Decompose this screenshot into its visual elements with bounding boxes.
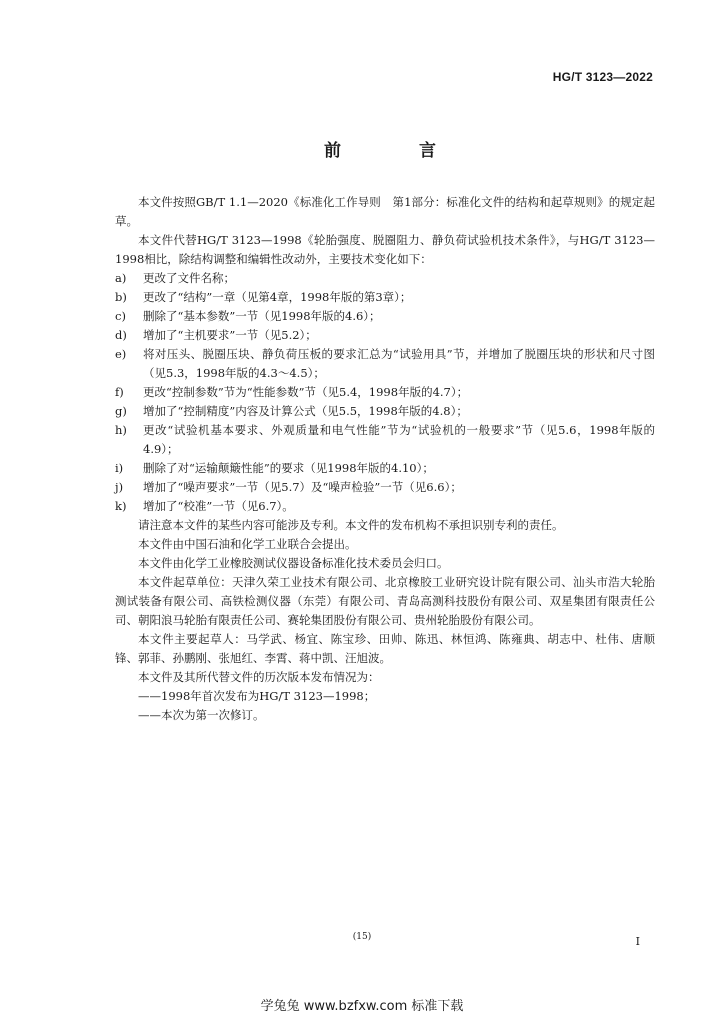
list-item-label: k) bbox=[115, 499, 127, 513]
roman-page-numeral: I bbox=[635, 935, 640, 948]
list-item bbox=[115, 478, 655, 497]
list-item bbox=[115, 459, 655, 478]
list-item bbox=[115, 269, 655, 288]
footer-watermark: 学兔兔 www.bzfxw.com 标准下载 bbox=[260, 999, 464, 1014]
list-item-text: 更改“控制参数”节为“性能参数”节（见5.4，1998年版的4.7）； bbox=[143, 385, 469, 399]
standard-code: HG/T 3123—2022 bbox=[552, 70, 653, 84]
intro-paragraph: 本文件按照GB/T 1.1—2020《标准化工作导则 第1部分：标准化文件的结构和起草规则》的规定起草。 bbox=[115, 195, 655, 228]
list-item-label: b) bbox=[115, 290, 127, 304]
list-item-text: 增加了“校准”一节（见6.7）。 bbox=[143, 499, 294, 513]
list-item bbox=[115, 288, 655, 307]
proposer-statement: 本文件由中国石油和化学工业联合会提出。 bbox=[138, 537, 357, 551]
list-item-text: 删除了“基本参数”一节（见1998年版的4.6）； bbox=[143, 309, 381, 323]
history-item: ——1998年首次发布为HG/T 3123—1998； bbox=[138, 689, 376, 703]
committee-statement: 本文件由化学工业橡胶测试仪器设备标准化技术委员会归口。 bbox=[138, 556, 449, 570]
list-item-label: e) bbox=[115, 347, 127, 361]
list-item-text: 更改了“结构”一章（见第4章，1998年版的第3章）； bbox=[143, 290, 412, 304]
list-item-text: 增加了“控制精度”内容及计算公式（见5.5，1998年版的4.8）； bbox=[143, 404, 468, 418]
list-item bbox=[115, 326, 655, 345]
list-item-text: 更改“试验机基本要求、外观质量和电气性能”节为“试验机的一般要求”节（见5.6，1998年版的4.9）； bbox=[143, 423, 655, 456]
list-item-label: j) bbox=[115, 480, 124, 494]
list-item bbox=[115, 307, 655, 326]
list-item-text: 更改了文件名称； bbox=[143, 271, 235, 285]
list-item-text: 将对压头、脱圈压块、静负荷压板的要求汇总为“试验用具”节，并增加了脱圈压块的形状和尺寸图（见5.3，1998年版的4.3～4.5）； bbox=[143, 347, 655, 380]
patent-notice: 请注意本文件的某些内容可能涉及专利。本文件的发布机构不承担识别专利的责任。 bbox=[138, 518, 564, 532]
list-item bbox=[115, 345, 655, 383]
list-item-label: d) bbox=[115, 328, 127, 342]
list-item-label: g) bbox=[115, 404, 127, 418]
history-item: ——本次为第一次修订。 bbox=[138, 708, 265, 722]
intro-paragraph: 本文件代替HG/T 3123—1998《轮胎强度、脱圈阻力、静负荷试验机技术条件》，与HG/T 3123—1998相比，除结构调整和编辑性改动外，主要技术变化如下： bbox=[115, 233, 655, 266]
page-number: (15) bbox=[352, 932, 372, 942]
list-item-text: 删除了对“运输颠簸性能”的要求（见1998年版的4.10）； bbox=[143, 461, 434, 475]
drafting-units: 本文件起草单位：天津久荣工业技术有限公司、北京橡胶工业研究设计院有限公司、汕头市浩大轮胎测试装备有限公司、高铁检测仪器（东莞）有限公司、青岛高测科技股份有限公司、双星集团有限责任公司、朝阳浪马轮胎有限责任公司、赛轮集团股份有限公司、贵州轮胎股份有限公司。 bbox=[115, 575, 655, 627]
list-item-label: i) bbox=[115, 461, 124, 475]
foreword-body bbox=[115, 193, 655, 725]
list-item-label: c) bbox=[115, 309, 126, 323]
list-item-label: f) bbox=[115, 385, 124, 399]
page-title: 前 言 bbox=[324, 141, 472, 161]
changes-list bbox=[115, 269, 655, 516]
list-item bbox=[115, 402, 655, 421]
list-item bbox=[115, 383, 655, 402]
list-item-label: h) bbox=[115, 423, 127, 437]
list-item-text: 增加了“主机要求”一节（见5.2）； bbox=[143, 328, 317, 342]
list-item-label: a) bbox=[115, 271, 127, 285]
list-item bbox=[115, 421, 655, 459]
drafters: 本文件主要起草人：马学武、杨宜、陈宝珍、田帅、陈迅、林恒鸿、陈雍典、胡志中、杜伟、唐顺锋、郭菲、孙鹏刚、张旭红、李霄、蒋中凯、汪旭波。 bbox=[115, 632, 655, 665]
list-item-text: 增加了“噪声要求”一节（见5.7）及“噪声检验”一节（见6.6）； bbox=[143, 480, 462, 494]
history-intro: 本文件及其所代替文件的历次版本发布情况为： bbox=[138, 670, 380, 684]
list-item bbox=[115, 497, 655, 516]
